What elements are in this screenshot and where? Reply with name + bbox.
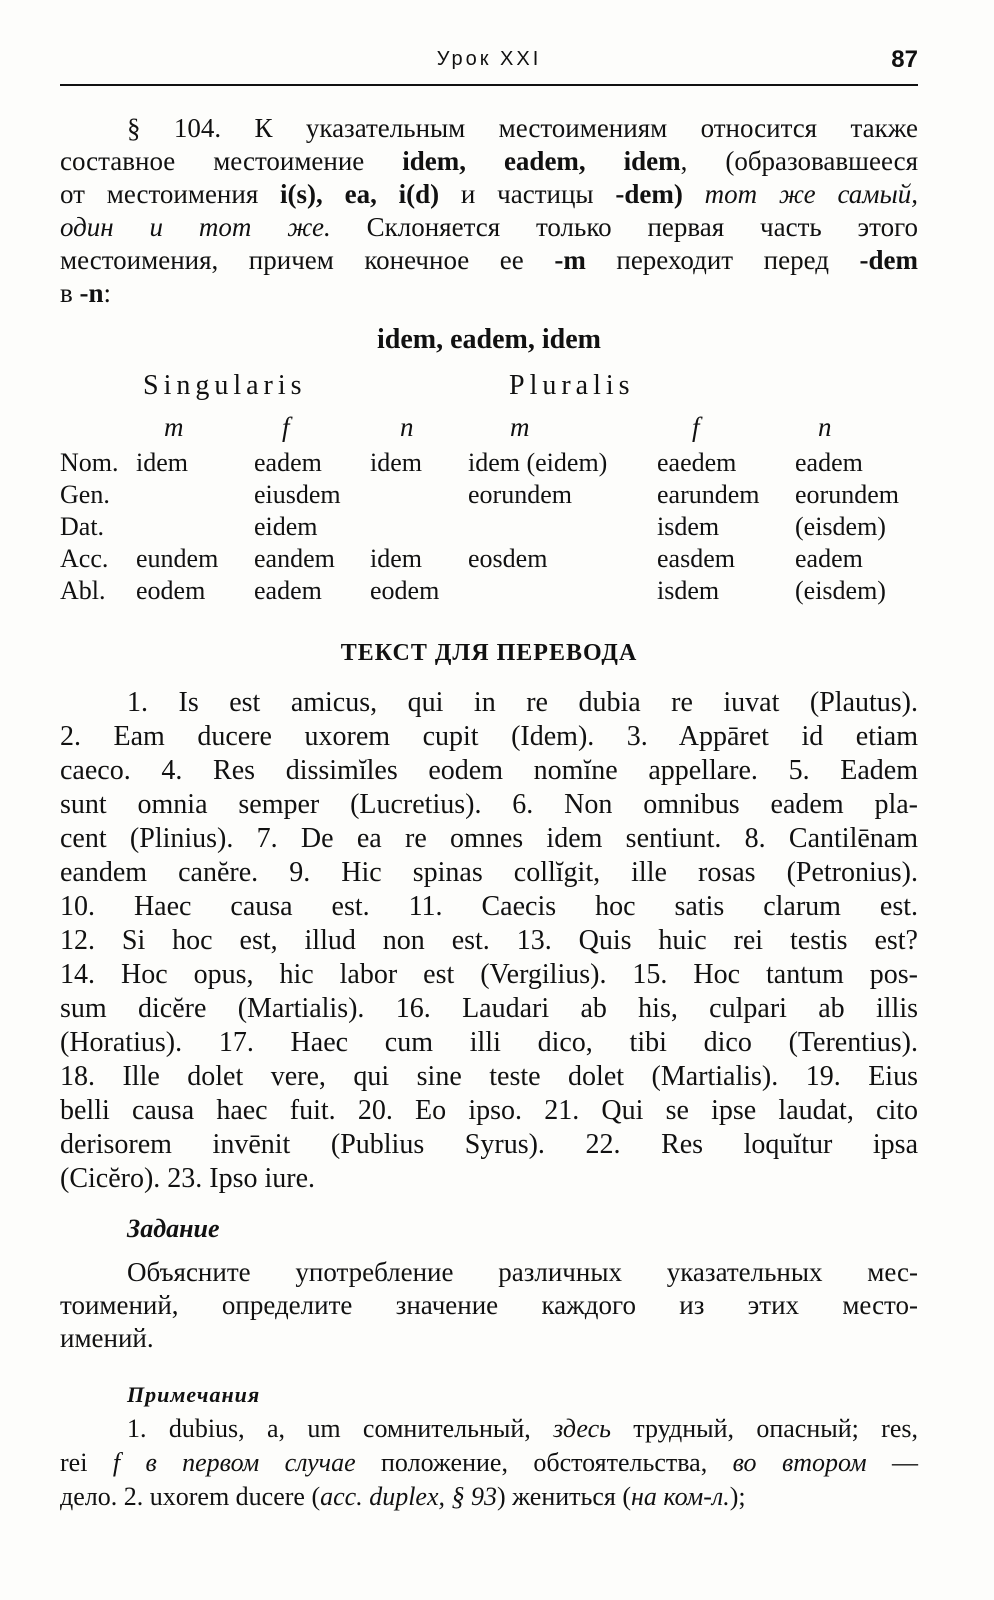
form-cell: (eisdem) bbox=[795, 576, 886, 605]
case-label: Abl. bbox=[60, 576, 106, 605]
italic-phrase: acc. duplex, § 93 bbox=[320, 1482, 497, 1511]
translation-text bbox=[60, 686, 918, 1196]
bold-term: idem, eadem, idem bbox=[402, 146, 681, 176]
italic-phrase: f в первом случае bbox=[112, 1448, 356, 1477]
text-run: переходит перед bbox=[585, 245, 860, 275]
text-line bbox=[60, 1412, 918, 1446]
task-text bbox=[60, 1256, 918, 1355]
declension-row bbox=[60, 448, 918, 480]
text-run: местоимения, причем конечное ее bbox=[60, 245, 555, 275]
text-run bbox=[683, 179, 705, 209]
text-run: — bbox=[866, 1448, 919, 1477]
form-cell: eaedem bbox=[657, 448, 737, 477]
gender-label: f bbox=[692, 412, 700, 442]
form-cell: idem bbox=[136, 448, 188, 477]
text-run: , (образовавшееся bbox=[680, 146, 919, 176]
text-line: (Horatius). 17. Haec cum illi dico, tibi dico (Terentius). bbox=[60, 1027, 918, 1058]
form-cell: eosdem bbox=[468, 544, 548, 573]
text-line bbox=[60, 277, 918, 310]
text-run: 1. dubius, a, um сомнительный, bbox=[127, 1414, 554, 1443]
plural-label: Pluralis bbox=[509, 370, 635, 401]
text-line bbox=[60, 145, 918, 178]
text-line: тоимений, определите значение каждого из этих место- bbox=[60, 1290, 918, 1320]
form-cell: isdem bbox=[657, 512, 720, 541]
declension-row bbox=[60, 544, 918, 576]
bold-term: -dem) bbox=[615, 179, 683, 209]
text-line: 14. Hoc opus, hic labor est (Vergilius). 15. Hoc tantum pos- bbox=[60, 959, 918, 990]
case-label: Acc. bbox=[60, 544, 109, 573]
gender-label: f bbox=[282, 412, 290, 442]
text-line: sunt omnia semper (Lucretius). 6. Non omnibus eadem pla- bbox=[60, 789, 918, 820]
text-run: ); bbox=[729, 1482, 746, 1511]
text-run: rei bbox=[60, 1448, 113, 1477]
form-cell bbox=[136, 512, 254, 544]
text-line: 2. Eam ducere uxorem cupit (Idem). 3. Appāret id etiam bbox=[60, 721, 918, 752]
bold-term: -dem bbox=[859, 245, 918, 275]
text-run: от местоимения bbox=[60, 179, 281, 209]
notes-text bbox=[60, 1412, 918, 1514]
running-title: Урок XXI bbox=[436, 48, 542, 70]
gender-label: n bbox=[818, 412, 832, 442]
gender-label: m bbox=[164, 412, 184, 442]
text-line: Объясните употребление различных указательных мес- bbox=[127, 1257, 918, 1287]
text-line: cent (Plinius). 7. De ea re omnes idem sentiunt. 8. Cantilēnam bbox=[60, 823, 918, 854]
form-cell: easdem bbox=[657, 544, 735, 573]
case-label: Dat. bbox=[60, 512, 105, 541]
case-label: Gen. bbox=[60, 480, 110, 509]
form-cell: idem (eidem) bbox=[468, 448, 608, 477]
form-cell: idem bbox=[370, 448, 422, 477]
form-cell: eodem bbox=[136, 576, 206, 605]
bold-term: -m bbox=[554, 245, 586, 275]
text-run: в bbox=[60, 278, 80, 308]
text-line bbox=[60, 244, 918, 277]
declension-row bbox=[60, 512, 918, 544]
text-line: belli causa haec fuit. 20. Eo ipso. 21. Qui se ipse laudat, cito bbox=[60, 1095, 918, 1126]
text-line bbox=[60, 211, 918, 244]
text-run: Склоняется только первая часть этого bbox=[330, 212, 918, 242]
text-run: положение, обстоятельства, bbox=[355, 1448, 733, 1477]
text-run: ) жениться ( bbox=[497, 1482, 632, 1511]
text-line: 10. Haec causa est. 11. Caecis hoc satis clarum est. bbox=[60, 891, 918, 922]
form-cell: eadem bbox=[254, 448, 322, 477]
singular-label: Singularis bbox=[143, 370, 307, 401]
text-run: трудный, опасный; res, bbox=[610, 1414, 918, 1443]
form-cell: (eisdem) bbox=[795, 512, 886, 541]
form-cell bbox=[136, 480, 254, 512]
italic-phrase: на ком-л. bbox=[631, 1482, 730, 1511]
form-cell bbox=[370, 512, 468, 544]
text-line: 12. Si hoc est, illud non est. 13. Quis huic rei testis est? bbox=[60, 925, 918, 956]
text-line: (Cicĕro). 23. Ipso iure. bbox=[60, 1163, 316, 1194]
text-run: и частицы bbox=[439, 179, 616, 209]
form-cell: isdem bbox=[657, 576, 720, 605]
text-line bbox=[60, 1480, 918, 1514]
form-cell bbox=[370, 480, 468, 512]
form-cell: eidem bbox=[254, 512, 318, 541]
text-line: имений. bbox=[60, 1323, 154, 1353]
text-line: eandem canĕre. 9. Hic spinas collĭgit, ille rosas (Petronius). bbox=[60, 857, 918, 888]
form-cell: eadem bbox=[795, 448, 863, 477]
form-cell: eandem bbox=[254, 544, 335, 573]
form-cell: eadem bbox=[254, 576, 322, 605]
text-line bbox=[60, 1446, 918, 1480]
form-cell: eiusdem bbox=[254, 480, 341, 509]
italic-phrase: здесь bbox=[553, 1414, 611, 1443]
declension-row bbox=[60, 480, 918, 512]
form-cell bbox=[468, 576, 657, 608]
text-line bbox=[60, 112, 918, 145]
text-run: дело. 2. uxorem ducere ( bbox=[60, 1482, 321, 1511]
form-cell: eodem bbox=[370, 576, 440, 605]
bold-term: i(s), ea, i(d) bbox=[280, 179, 440, 209]
form-cell: eadem bbox=[795, 544, 863, 573]
gender-label: n bbox=[400, 412, 414, 442]
text-line: 18. Ille dolet vere, qui sine teste dolet (Martialis). 19. Eius bbox=[60, 1061, 918, 1092]
form-cell: idem bbox=[370, 544, 422, 573]
italic-phrase: тот же самый, bbox=[704, 179, 919, 209]
form-cell: eundem bbox=[136, 544, 219, 573]
declension-table bbox=[60, 448, 918, 608]
case-label: Nom. bbox=[60, 448, 119, 477]
form-cell bbox=[468, 512, 657, 544]
notes-heading: Примечания bbox=[127, 1382, 261, 1407]
page-number: 87 bbox=[891, 46, 918, 73]
text-line: derisorem invēnit (Publius Syrus). 22. Res loquĭtur ipsa bbox=[60, 1129, 918, 1160]
text-line: 1. Is est amicus, qui in re dubia re iuvat (Plautus). bbox=[127, 687, 918, 718]
declension-row bbox=[60, 576, 918, 608]
translation-heading: ТЕКСТ ДЛЯ ПЕРЕВОДА bbox=[340, 640, 638, 666]
text-line bbox=[60, 178, 918, 211]
task-heading: Задание bbox=[127, 1214, 220, 1243]
text-line: sum dicĕre (Martialis). 16. Laudari ab his, culpari ab illis bbox=[60, 993, 918, 1024]
text-run: составное местоимение bbox=[60, 146, 403, 176]
form-cell: eorundem bbox=[795, 480, 899, 509]
form-cell: earundem bbox=[657, 480, 760, 509]
text-run: § 104. К указательным местоимениям относится также bbox=[127, 113, 918, 143]
section-104-paragraph bbox=[60, 112, 918, 310]
text-line: caeco. 4. Res dissimĭles eodem nomĭne appellare. 5. Eadem bbox=[60, 755, 918, 786]
bold-term: -n bbox=[79, 278, 104, 308]
italic-phrase: один и тот же. bbox=[60, 212, 331, 242]
page-header bbox=[60, 44, 918, 86]
declension-title: idem, eadem, idem bbox=[377, 324, 601, 355]
text-run: : bbox=[103, 278, 112, 308]
italic-phrase: во втором bbox=[732, 1448, 867, 1477]
form-cell: eorundem bbox=[468, 480, 572, 509]
gender-label: m bbox=[510, 412, 530, 442]
